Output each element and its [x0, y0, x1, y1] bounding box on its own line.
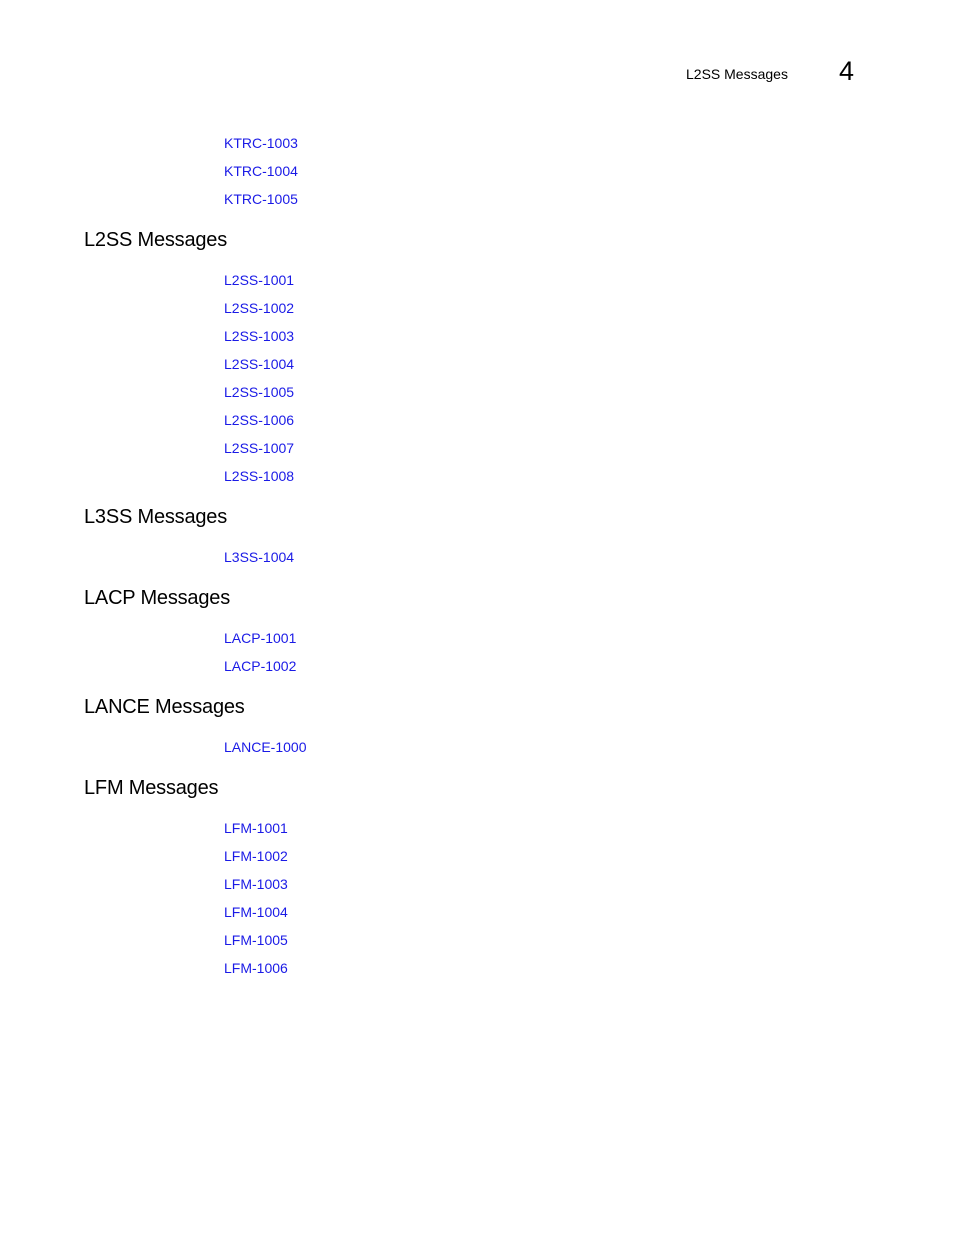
list-item	[224, 134, 864, 162]
page-header	[0, 56, 954, 90]
list-item	[224, 327, 864, 355]
message-link[interactable]: L2SS-1003	[224, 328, 295, 344]
list-item	[224, 271, 864, 299]
message-link[interactable]: LFM-1002	[224, 848, 288, 864]
list-item	[224, 903, 864, 931]
message-link[interactable]: LFM-1006	[224, 960, 288, 976]
list-item	[224, 383, 864, 411]
list-item	[224, 847, 864, 875]
message-section	[84, 228, 864, 495]
list-item	[224, 355, 864, 383]
list-item	[224, 299, 864, 327]
running-head: L2SS Messages	[686, 66, 788, 82]
list-item	[224, 931, 864, 959]
list-item	[224, 548, 864, 576]
section-heading: LACP Messages	[84, 587, 230, 609]
list-item	[224, 411, 864, 439]
message-link[interactable]: KTRC-1005	[224, 191, 298, 207]
message-link[interactable]: LFM-1001	[224, 820, 288, 836]
message-link[interactable]: KTRC-1003	[224, 135, 298, 151]
message-link[interactable]: LANCE-1000	[224, 739, 307, 755]
list-item	[224, 738, 864, 766]
message-link[interactable]: L2SS-1001	[224, 272, 295, 288]
message-link[interactable]: L3SS-1004	[224, 549, 295, 565]
list-item	[224, 629, 864, 657]
message-link[interactable]: L2SS-1007	[224, 440, 295, 456]
message-link[interactable]: LFM-1003	[224, 876, 288, 892]
message-link[interactable]: L2SS-1006	[224, 412, 295, 428]
section-heading: L2SS Messages	[84, 229, 228, 251]
message-link[interactable]: LACP-1001	[224, 630, 297, 646]
message-link[interactable]: KTRC-1004	[224, 163, 298, 179]
message-section	[84, 586, 864, 685]
list-item	[224, 819, 864, 847]
list-item	[224, 467, 864, 495]
message-section	[84, 695, 864, 766]
intro-link-list	[224, 134, 864, 218]
message-link[interactable]: LACP-1002	[224, 658, 297, 674]
message-link-list	[224, 819, 864, 987]
message-link[interactable]: L2SS-1008	[224, 468, 295, 484]
message-link[interactable]: LFM-1005	[224, 932, 288, 948]
message-link[interactable]: L2SS-1004	[224, 356, 295, 372]
message-link-list	[224, 548, 864, 576]
sections-container	[84, 228, 864, 987]
message-link-list	[224, 271, 864, 495]
message-link-list	[224, 738, 864, 766]
section-heading: LFM Messages	[84, 777, 219, 799]
list-item	[224, 875, 864, 903]
message-section	[84, 505, 864, 576]
list-item	[224, 162, 864, 190]
message-link[interactable]: L2SS-1002	[224, 300, 295, 316]
list-item	[224, 190, 864, 218]
section-heading: L3SS Messages	[84, 506, 228, 528]
list-item	[224, 959, 864, 987]
message-section	[84, 776, 864, 987]
message-link-list	[224, 629, 864, 685]
list-item	[224, 439, 864, 467]
message-link[interactable]: LFM-1004	[224, 904, 288, 920]
page-content	[84, 134, 864, 987]
chapter-number: 4	[839, 56, 855, 86]
list-item	[224, 657, 864, 685]
message-link[interactable]: L2SS-1005	[224, 384, 295, 400]
section-heading: LANCE Messages	[84, 696, 245, 718]
